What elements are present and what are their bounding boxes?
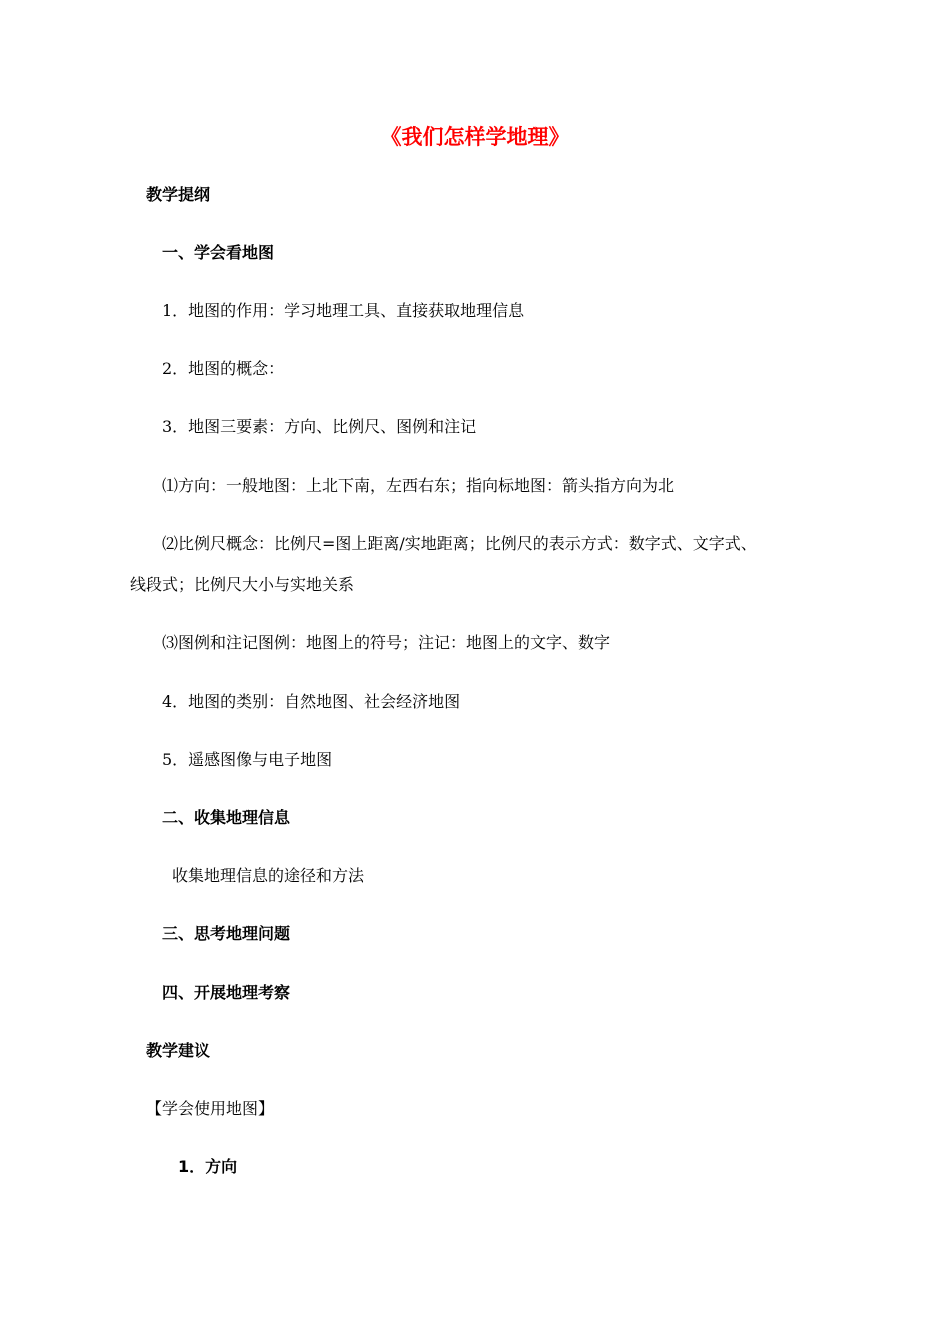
document-title: 《我们怎样学地理》 (380, 124, 570, 149)
outline-item: ⑴方向：一般地图：上北下南，左西右东；指向标地图：箭头指方向为北 (162, 476, 675, 495)
outline-item: 4．地图的类别：自然地图、社会经济地图 (162, 692, 461, 711)
outline-item: ⑶图例和注记图例：地图上的符号；注记：地图上的文字、数字 (162, 633, 611, 652)
outline-item: 2．地图的概念： (162, 359, 285, 378)
suggestions-item: 1．方向 (178, 1157, 238, 1176)
section2-text: 收集地理信息的途径和方法 (172, 866, 365, 885)
outline-item-continuation: 线段式；比例尺大小与实地关系 (130, 575, 355, 594)
suggestions-heading: 教学建议 (146, 1041, 211, 1060)
outline-item: ⑵比例尺概念：比例尺=图上距离/实地距离；比例尺的表示方式：数字式、文字式、 (162, 534, 757, 553)
section2-heading: 二、收集地理信息 (162, 808, 291, 827)
section1-heading: 一、学会看地图 (162, 243, 275, 262)
outline-item: 3．地图三要素：方向、比例尺、图例和注记 (162, 417, 477, 436)
outline-item: 1．地图的作用：学习地理工具、直接获取地理信息 (162, 301, 525, 320)
section4-heading: 四、开展地理考察 (162, 983, 291, 1002)
outline-heading: 教学提纲 (146, 185, 211, 204)
section3-heading: 三、思考地理问题 (162, 924, 291, 943)
suggestions-subheading: 【学会使用地图】 (146, 1099, 275, 1118)
outline-item: 5．遥感图像与电子地图 (162, 750, 333, 769)
